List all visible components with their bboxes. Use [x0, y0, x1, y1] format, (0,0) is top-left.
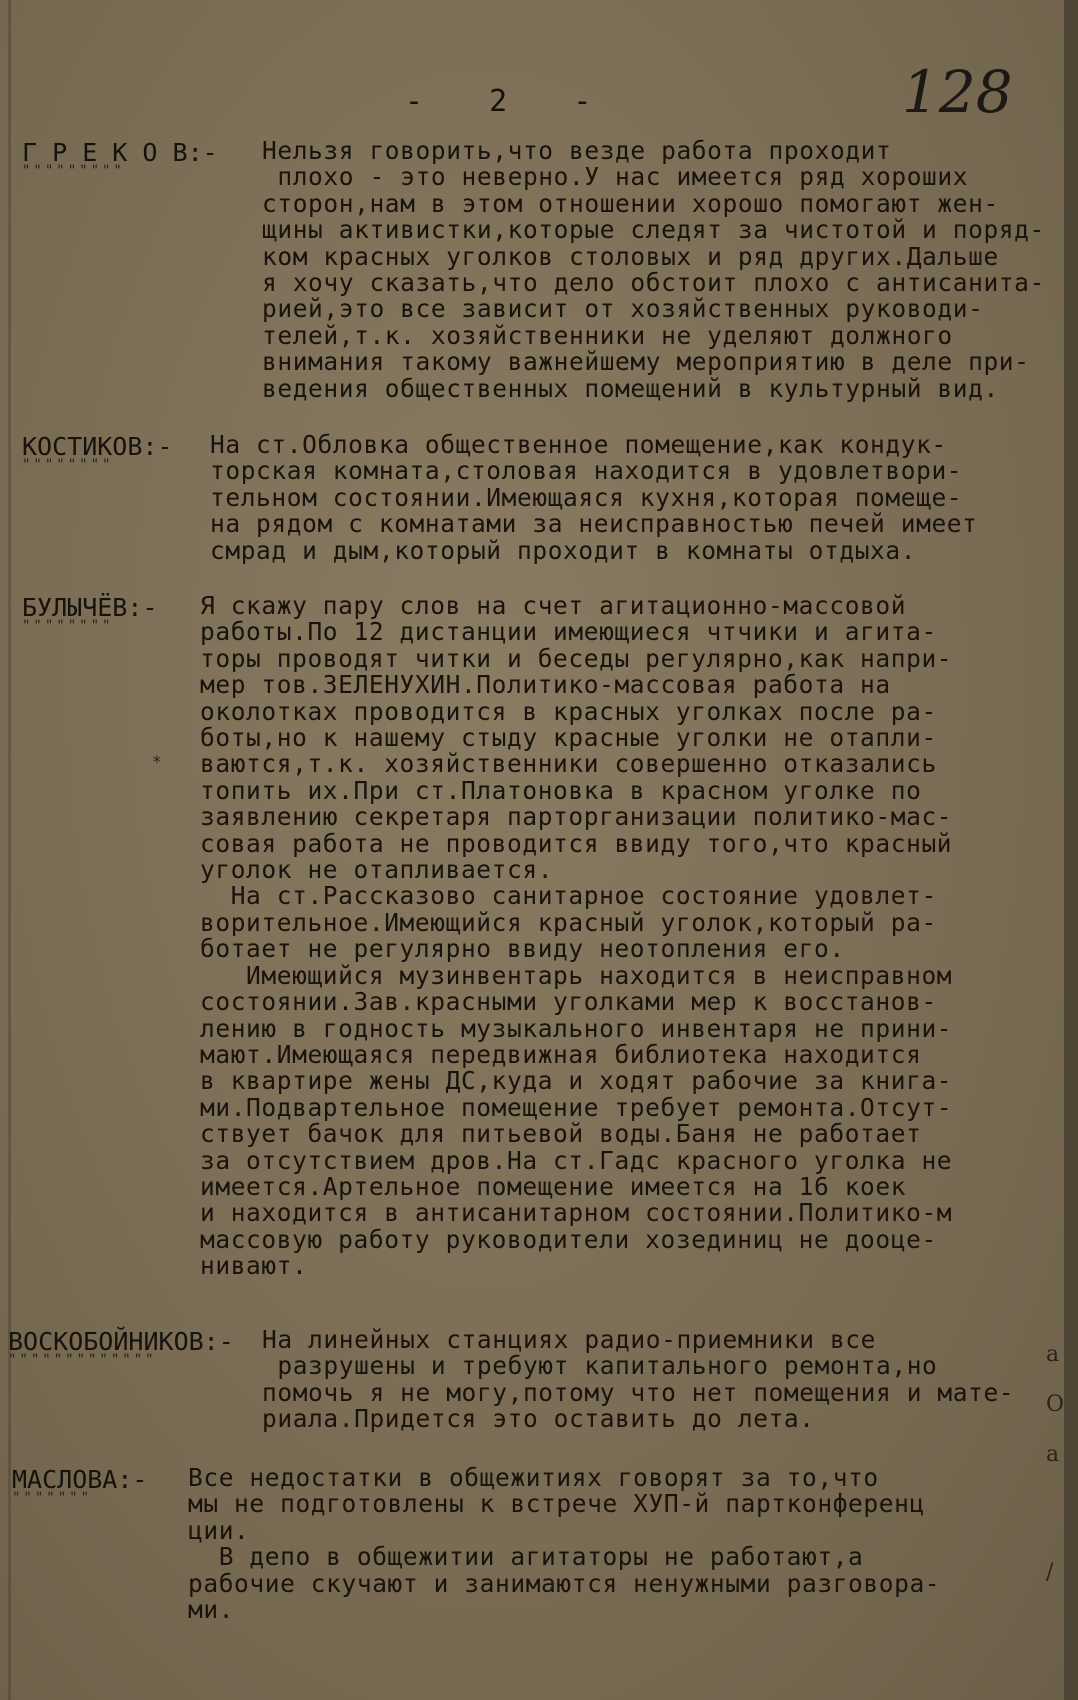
margin-mark: а [1046, 1342, 1060, 1367]
speaker-underline: """"""""""""" [8, 1352, 157, 1368]
margin-asterisk: * [152, 752, 162, 771]
speaker-underline: """""""" [22, 457, 114, 473]
speaker-name [22, 138, 218, 179]
page-number: - 2 - [405, 84, 616, 119]
margin-mark: О [1046, 1392, 1065, 1417]
speech-text: На ст.Обловка общественное помещение,как кондук- торская комната,столовая находится в удовлетвори- тельном состоянии.Имеющаяся кухня,которая помеще- на рядом с комнатами за неисправностью печей имеет смрад и дым,который проходит в комнаты отдыха. [210, 430, 978, 565]
archive-number: 128 [902, 58, 1013, 126]
speech-text: Я скажу пару слов на счет агитационно-массовой работы.По 12 дистанции имеющиеся чтчики и агита- торы проводят читки и беседы регулярно,как напри- мер тов.ЗЕЛЕНУХИН.Политико-массовая работа на околотках проводится в красных уголках после ра- боты,но к нашему стыду красные уголки не отапли- ваются,т.к. хозяйственники совершенно отказались топить их.При ст.Платоновка в красном уголке по заявлению секретаря парторганизации политико-мас- совая работа не проводится ввиду того,что красный уголок не отапливается. На ст.Рассказово санитарное состояние удовлет- ворительное.Имеющийся красный уголок,который ра- ботает не регулярно ввиду неотопления его. Имеющийся музинвентарь находится в неисправном состоянии.Зав.красными уголками мер к восстанов- лению в годность музыкального инвентаря не прини- мают.Имеющаяся передвижная библиотека находится в квартире жены ДС,куда и ходят рабочие за книга- ми.Подвартельное помещение требует ремонта.Отсут- ствует бачок для питьевой воды.Баня не работает за отсутствием дров.На ст.Гадс красного уголка не имеется.Артельное помещение имеется на 16 коек и находится в антисанитарном состоянии.Политико-м массовую работу руководители хозединиц не дооце- нивают. [200, 591, 953, 1281]
page-edge [1064, 0, 1078, 1700]
margin-mark: а [1046, 1442, 1060, 1467]
speaker-name [12, 1465, 147, 1506]
speaker-name [8, 1327, 234, 1368]
speaker-underline: """"""" [12, 1490, 93, 1506]
speaker-label: БУЛЫЧЁВ:- [22, 593, 158, 622]
speech-text: Все недостатки в общежитиях говорят за то,что мы не подготовлены к встрече ХУП-й партконференц ции. В депо в общежитии агитаторы не работают,а рабочие скучают и занимаются ненужными разговора- ми. [188, 1463, 941, 1625]
speaker-label: ВОСКОБОЙНИКОВ:- [8, 1327, 234, 1356]
page-fold [8, 0, 11, 1700]
speaker-label: МАСЛОВА:- [12, 1465, 148, 1494]
speaker-label: Г Р Е К О В:- [22, 138, 218, 167]
speech-text: На линейных станциях радио-приемники все разрушены и требуют капитального ремонта,но помочь я не могу,потому что нет помещения и мате- риала.Придется это оставить до лета. [262, 1325, 1015, 1434]
speech-text: Нельзя говорить,что везде работа проходит плохо - это неверно.У нас имеется ряд хороших сторон,нам в этом отношении хорошо помогают жен- щины активистки,которые следят за чистотой и поряд- ком красных уголков столовых и ряд других.Дальше я хочу сказать,что дело обстоит плохо с антисанита- рией,это все зависит от хозяйственных руководи- телей,т.к. хозяйственники не уделяют должного внимания такому важнейшему мероприятию в деле при- ведения общественных помещений в культурный вид. [262, 136, 1045, 403]
speaker-underline: """"""""" [22, 163, 125, 179]
speaker-underline: """""""" [22, 618, 114, 634]
margin-mark: / [1046, 1560, 1054, 1585]
speaker-name [22, 593, 157, 634]
speaker-label: КОСТИКОВ:- [22, 432, 173, 461]
speaker-name [22, 432, 173, 473]
